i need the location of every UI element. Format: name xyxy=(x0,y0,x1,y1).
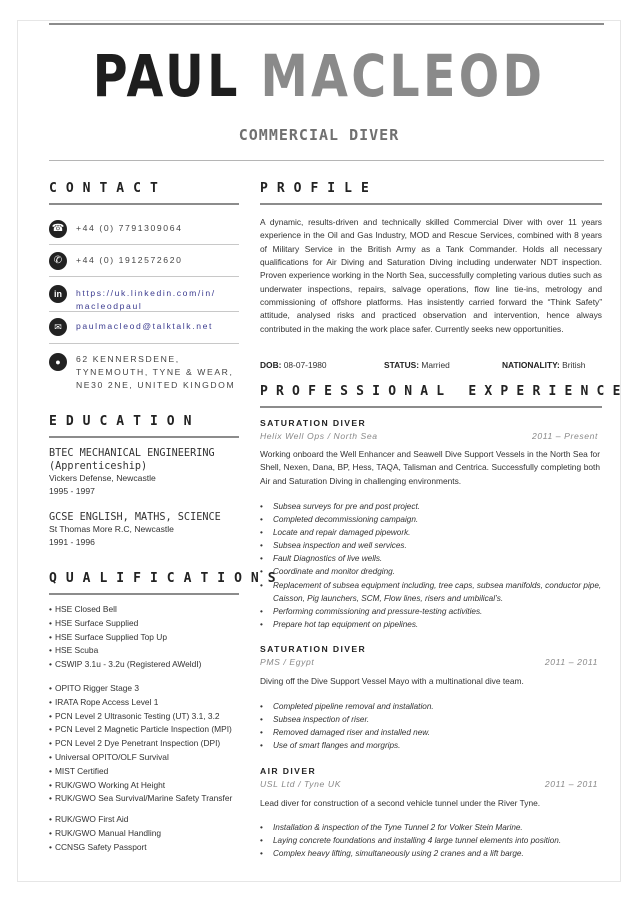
job-description: Working onboard the Well Enhancer and Seawell Dive Support Vessels in the North Sea for Shell, Nexen, Dana, BP, Hess, TAQA, Talisman and Centrica. Successfully completing both Air and Saturation Diving in challenging environments. xyxy=(260,449,600,486)
contact-phone2[interactable] xyxy=(49,252,239,272)
job-duties xyxy=(260,821,602,860)
list-item: • Subsea surveys for pre and post project. xyxy=(260,500,602,513)
job-company-name: USL Ltd / Tyne UK xyxy=(260,779,342,789)
location-pin-icon: ● xyxy=(49,353,67,371)
contact-address xyxy=(49,353,239,395)
list-item: • Removed damaged riser and installed new. xyxy=(260,726,602,739)
list-item: • HSE Surface Supplied xyxy=(49,617,201,631)
list-item: • RUK/GWO Manual Handling xyxy=(49,827,161,841)
contact-separator xyxy=(49,311,239,312)
nationality-value: British xyxy=(562,360,586,370)
education-title-line: GCSE ENGLISH, MATHS, SCIENCE xyxy=(49,512,221,523)
contact-rule xyxy=(49,203,239,205)
list-item: • Performing commissioning and pressure-testing activities. xyxy=(260,605,602,618)
job-dates: 2011 – Present xyxy=(531,431,598,441)
education-title-line: (Apprenticeship) xyxy=(49,461,148,472)
list-item: • PCN Level 2 Ultrasonic Testing (UT) 3.1, 3.2 xyxy=(49,710,232,724)
list-item: • RUK/GWO First Aid xyxy=(49,813,161,827)
contact-phone1[interactable] xyxy=(49,220,239,240)
qualifications-rule xyxy=(49,593,239,595)
education-years: 1991 - 1996 xyxy=(49,537,95,547)
list-item: • Prepare hot tap equipment on pipelines. xyxy=(260,618,602,631)
status-label: STATUS: xyxy=(384,360,420,370)
qualifications-heading: QUALIFICATIONS xyxy=(49,571,285,586)
header-top-rule xyxy=(49,23,604,25)
list-item: • Complex heavy lifting, simultaneously using 2 cranes and a lift barge. xyxy=(260,847,602,860)
first-name: PAUL xyxy=(92,42,241,110)
job-duties xyxy=(260,500,602,631)
address-text xyxy=(76,353,235,392)
job-dates: 2011 – 2011 xyxy=(544,657,598,667)
education-item-title xyxy=(49,511,221,524)
profile-summary: A dynamic, results-driven and technically skilled Commercial Diver with over 11 years experience in the Oil and Gas Industry, MOD and Rescue Services, combined with 8 years of Military Service in the British Army as a Tank Commander. Holds all necessary qualifications for Air Diving and Saturation Diving including underwater NDT inspection. Proven experience working in the North Sea, successfully completing various duties such as underwater inspections, repairs, salvage operations, flow line tie-ins, metrology and commissioning of offshore platforms. Has insistently carried forward the “Think Safety” attitude, analysed risks and practiced observation and intervention, hence always contributed in the making the work place safer. Currently seeks new opportunities. xyxy=(260,217,602,334)
nationality-label: NATIONALITY: xyxy=(502,360,560,370)
address-line2: TYNEMOUTH, TYNE & WEAR, xyxy=(76,367,234,377)
linkedin-line2: macleodpaul xyxy=(76,301,143,311)
job-dates: 2011 – 2011 xyxy=(544,779,598,789)
phone1-text: +44 (0) 7791309064 xyxy=(76,223,183,233)
education-place: Vickers Defense, Newcastle xyxy=(49,473,156,483)
education-years: 1995 - 1997 xyxy=(49,486,95,496)
job-company xyxy=(260,431,598,441)
dob-label: DOB: xyxy=(260,360,282,370)
list-item: • OPITO Rigger Stage 3 xyxy=(49,682,232,696)
list-item: • IRATA Rope Access Level 1 xyxy=(49,696,232,710)
dob-value: 08-07-1980 xyxy=(283,360,327,370)
job-role: COMMERCIAL DIVER xyxy=(238,126,400,144)
education-rule xyxy=(49,436,239,438)
list-item: • MIST Certified xyxy=(49,765,232,779)
list-item: • Replacement of subsea equipment including, tree caps, subsea manifolds, conductor pipe, Caisson, Pig launchers, SCM, Flow lines, risers and umbilical’s. xyxy=(260,579,602,605)
list-item: • RUK/GWO Working At Height xyxy=(49,779,232,793)
job-title: AIR DIVER xyxy=(260,766,317,776)
job-company-name: PMS / Egypt xyxy=(260,657,315,667)
list-item: • Use of smart flanges and morgrips. xyxy=(260,739,602,752)
list-item: • HSE Surface Supplied Top Up xyxy=(49,631,201,645)
candidate-name xyxy=(57,44,580,108)
nationality-field xyxy=(502,360,585,370)
profile-heading: PROFILE xyxy=(260,181,378,196)
list-item: • CCNSG Safety Passport xyxy=(49,841,161,855)
list-item: • HSE Closed Bell xyxy=(49,603,201,617)
qualifications-list-1 xyxy=(49,603,201,672)
list-item: • Laying concrete foundations and installing 4 large tunnel elements into position. xyxy=(260,834,602,847)
list-item: • Subsea inspection and well services. xyxy=(260,539,602,552)
qualifications-list-3 xyxy=(49,813,161,854)
contact-linkedin[interactable] xyxy=(49,285,239,313)
education-place: St Thomas More R.C, Newcastle xyxy=(49,524,174,534)
education-item-title xyxy=(49,447,215,473)
list-item: • Coordinate and monitor dredging. xyxy=(260,565,602,578)
job-company xyxy=(260,779,598,789)
envelope-icon: ✉ xyxy=(49,318,67,336)
list-item: • Locate and repair damaged pipework. xyxy=(260,526,602,539)
address-line3: NE30 2NE, UNITED KINGDOM xyxy=(76,380,236,390)
contact-email[interactable] xyxy=(49,318,239,338)
list-item: • HSE Scuba xyxy=(49,644,201,658)
dob-field xyxy=(260,360,327,370)
status-value: Married xyxy=(421,360,450,370)
profile-rule xyxy=(260,203,602,205)
linkedin-link[interactable] xyxy=(76,287,216,313)
list-item: • PCN Level 2 Magnetic Particle Inspection (MPI) xyxy=(49,723,232,737)
header-bottom-rule xyxy=(49,160,604,161)
list-item: • RUK/GWO Sea Survival/Marine Safety Transfer xyxy=(49,792,232,806)
linkedin-line1: https://uk.linkedin.com/in/ xyxy=(76,288,216,298)
address-line1: 62 KENNERSDENE, xyxy=(76,354,180,364)
job-company-name: Helix Well Ops / North Sea xyxy=(260,431,378,441)
status-field xyxy=(384,360,450,370)
contact-separator xyxy=(49,276,239,277)
education-heading: EDUCATION xyxy=(49,414,201,429)
experience-heading: PROFESSIONAL EXPERIENCE xyxy=(260,384,629,399)
job-description: Diving off the Dive Support Vessel Mayo with a multinational dive team. xyxy=(260,676,524,686)
phone2-text: +44 (0) 1912572620 xyxy=(76,255,183,265)
contact-heading: CONTACT xyxy=(49,181,167,196)
list-item: • Fault Diagnostics of live wells. xyxy=(260,552,602,565)
list-item: • Completed decommissioning campaign. xyxy=(260,513,602,526)
job-title: SATURATION DIVER xyxy=(260,418,367,428)
qualifications-list-2 xyxy=(49,682,232,806)
education-title-line: BTEC MECHANICAL ENGINEERING xyxy=(49,448,215,459)
list-item: • PCN Level 2 Dye Penetrant Inspection (DPI) xyxy=(49,737,232,751)
job-company xyxy=(260,657,598,667)
linkedin-icon: in xyxy=(49,285,67,303)
experience-rule xyxy=(260,406,602,408)
job-description: Lead diver for construction of a second vehicle tunnel under the River Tyne. xyxy=(260,798,541,808)
list-item: • Completed pipeline removal and installation. xyxy=(260,700,602,713)
list-item: • Installation & inspection of the Tyne Tunnel 2 for Volker Stein Marine. xyxy=(260,821,602,834)
phone-icon: ☎ xyxy=(49,220,67,238)
contact-separator xyxy=(49,343,239,344)
contact-separator xyxy=(49,244,239,245)
last-name: MACLEOD xyxy=(260,42,546,110)
job-duties xyxy=(260,700,602,752)
list-item: • Universal OPITO/OLF Survival xyxy=(49,751,232,765)
mobile-phone-icon: ✆ xyxy=(49,252,67,270)
list-item: • Subsea inspection of riser. xyxy=(260,713,602,726)
list-item: • CSWIP 3.1u - 3.2u (Registered AWeldI) xyxy=(49,658,201,672)
job-title: SATURATION DIVER xyxy=(260,644,367,654)
email-link[interactable]: paulmacleod@talktalk.net xyxy=(76,321,213,331)
